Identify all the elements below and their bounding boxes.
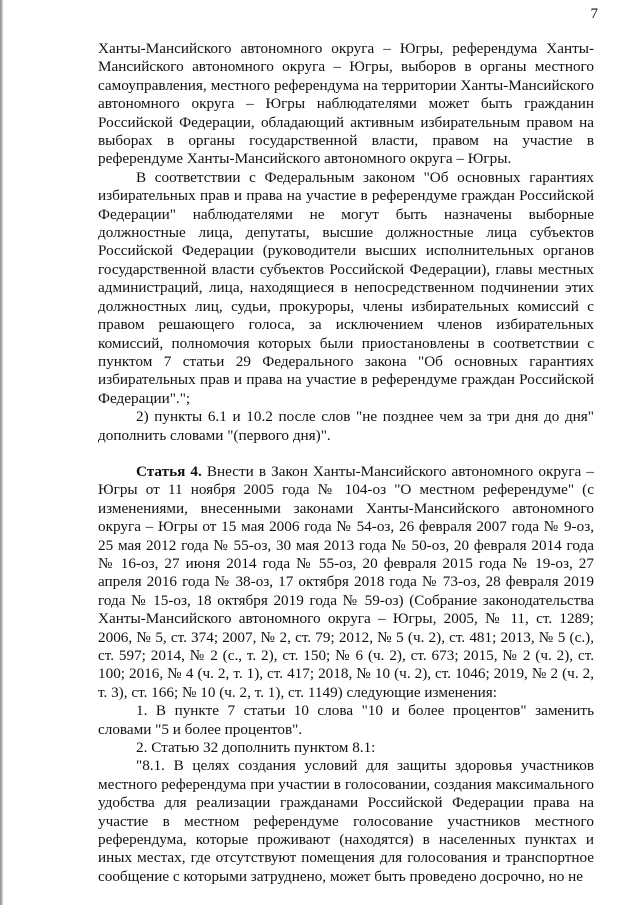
paragraph-federal-law-restrictions: В соответствии с Федеральным законом "Об основных гарантиях избирательных прав и права на участие в референдуме граждан Российской Федерации" наблюдателями не могут быть назначены выборные должностные лица, депутаты, высшие должностные лица субъектов Российской Федерации (руководители высших исполнительных органов государственной власти субъектов Российской Федерации), главы местных администраций, лица, находящиеся в непосредственном подчинении этих должностных лиц, судьи, прокуроры, члены избирательных комиссий с правом решающего голоса, за исключением членов избирательных комиссий, полномочия которых были приостановлены в соответствии с пунктом 7 статьи 29 Федерального закона "Об основных гарантиях избирательных прав и права на участие в референдуме граждан Российской Федерации"."; [98, 168, 594, 407]
article-heading: Статья 4. [136, 462, 202, 480]
article-4 [98, 463, 594, 702]
article-text: Внести в Закон Ханты-Мансийского автономного округа – Югры от 11 ноября 2005 года № 104-оз "О местном референдуме" (с изменениями, внесенными законами Ханты-Мансийского автономного округа – Югры от 15 мая 2006 года № 54-оз, 26 февраля 2007 года № 9-оз, 25 мая 2012 года № 55-оз, 30 мая 2013 года № 50-оз, 20 февраля 2014 года № 16-оз, 27 июня 2014 года № 55-оз, 20 февраля 2015 года № 19-оз, 27 апреля 2016 года № 38-оз, 17 октября 2018 года № 73-оз, 28 февраля 2019 года № 15-оз, 18 октября 2019 года № 59-оз) (Собрание законодательства Ханты-Мансийского автономного округа – Югры, 2005, № 11, ст. 1289; 2006, № 5, ст. 374; 2007, № 2, ст. 79; 2012, № 5 (ч. 2), ст. 481; 2013, № 5 (с.), ст. 597; 2014, № 2 (с., т. 2), ст. 150; № 6 (ч. 2), ст. 673; 2015, № 2 (ч. 2), ст. 100; 2016, № 4 (ч. 2, т. 1), ст. 417; 2018, № 10 (ч. 2), ст. 1046; 2019, № 2 (ч. 2, т. 3), ст. 166; № 10 (ч. 2, т. 1), ст. 1149) следующие изменения: [98, 462, 594, 701]
page-number: 7 [590, 6, 598, 22]
paragraph-item-2: 2) пункты 6.1 и 10.2 после слов "не позднее чем за три дня до дня" дополнить словами "(первого дня)". [98, 408, 594, 444]
amendment-point-8-1: "8.1. В целях создания условий для защиты здоровья участников местного референдума при участии в голосовании, создания максимального удобства для реализации гражданами Российской Федерации права на участие в местном референдуме голосование участников местного референдума, которые проживают (находятся) в населенных пунктах и иных местах, где отсутствуют помещения для голосования и транспортное сообщение с которыми затруднено, может быть проведено досрочно, но не [98, 757, 594, 885]
amendment-2: 2. Статью 32 дополнить пунктом 8.1: [136, 739, 376, 757]
spacer [98, 445, 594, 463]
document-body [98, 40, 594, 886]
scan-edge [0, 0, 3, 905]
amendment-1: 1. В пункте 7 статьи 10 слова "10 и более процентов" заменить словами "5 и более процентов". [98, 702, 594, 738]
paragraph-observers-continued: Ханты-Мансийского автономного округа – Югры, референдума Ханты-Мансийского автономного округа – Югры, выборов в органы местного самоуправления, местного референдума на территории Ханты-Мансийского автономного округа – Югры наблюдателями может быть гражданин Российской Федерации, обладающий активным избирательным правом на выборах в органы государственной власти, правом на участие в референдуме Ханты-Мансийского автономного округа – Югры. [98, 40, 594, 168]
